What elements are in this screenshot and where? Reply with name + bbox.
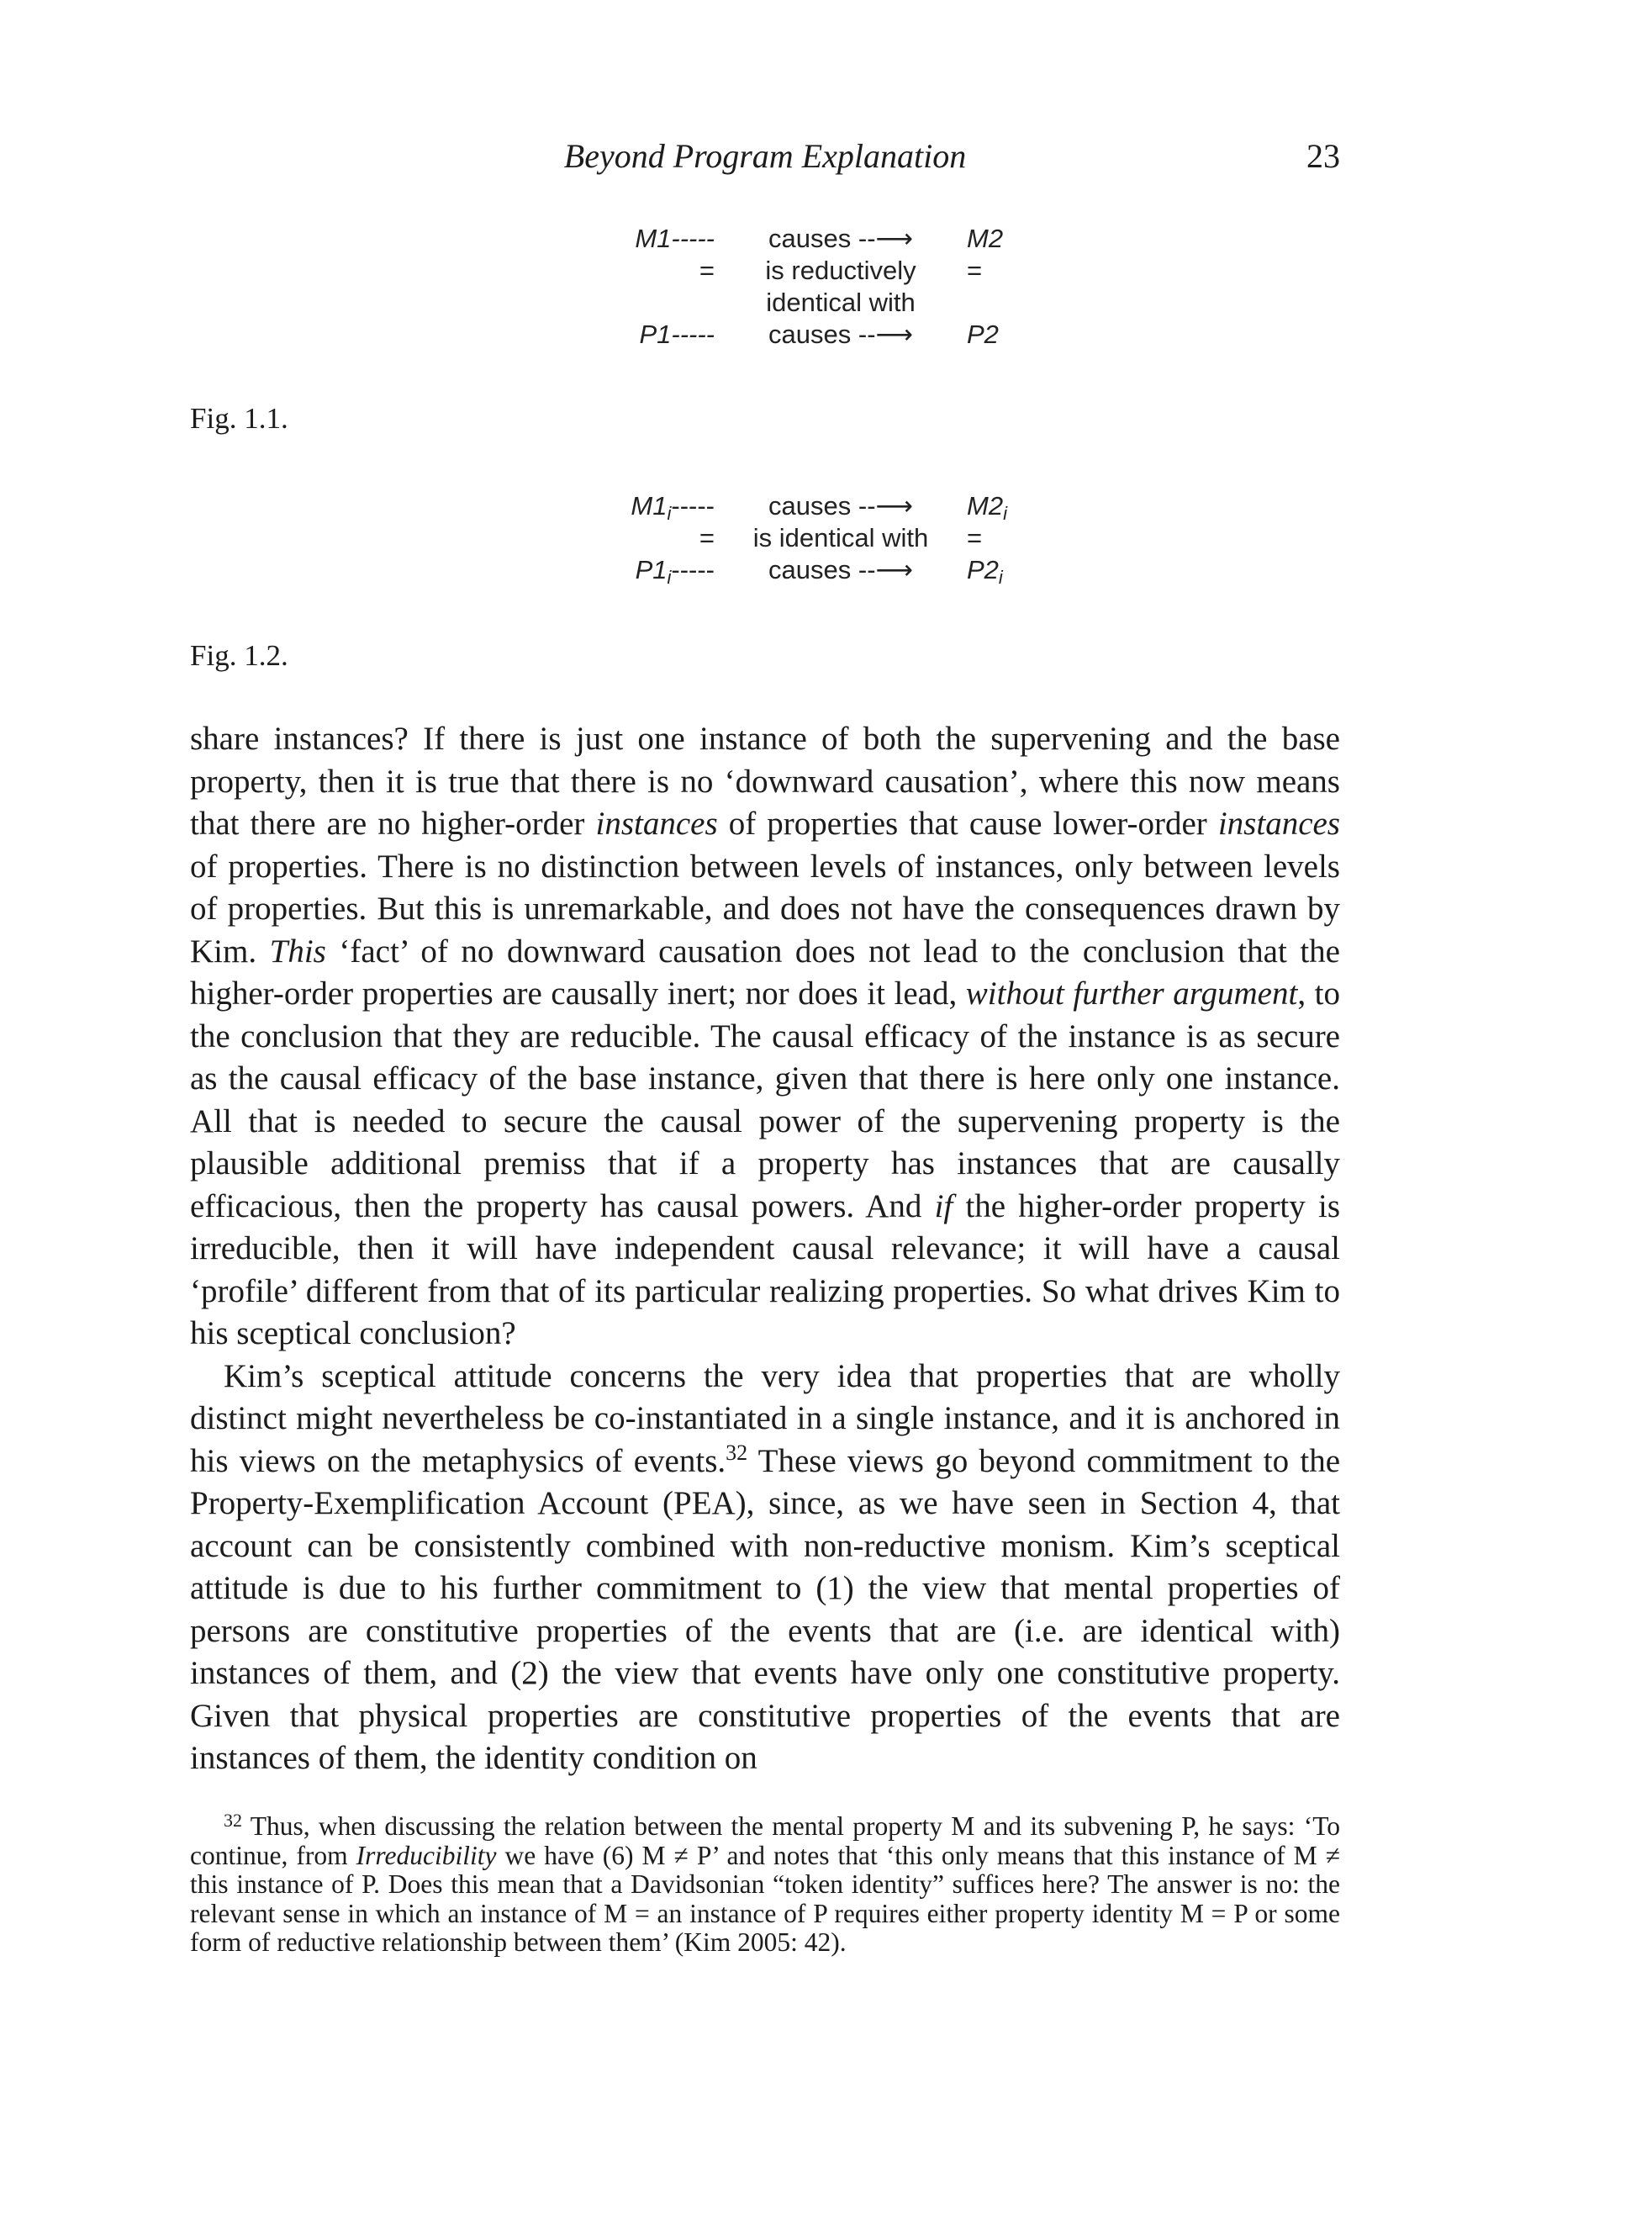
figure-1-row xyxy=(504,287,1177,319)
figure-1-causes-arrow: causes --⟶ xyxy=(768,224,913,253)
figure-2-equals-left: = xyxy=(699,523,715,552)
figure-2-row xyxy=(504,490,1177,522)
figure-1-relation: is reductively xyxy=(765,256,916,285)
figure-1-p1: P1----- xyxy=(639,320,715,349)
footnote-ref-32[interactable]: 32 xyxy=(726,1440,748,1465)
figure-1-p2: P2 xyxy=(967,320,999,349)
footnote-32: $^{32}$ Thus, when discussing the relation between the mental property M and its subvening P, he says: ‘To continue, from Irreducibility we have (6) M ≠ P’ and notes that ‘this only means that this instance of M ≠ this instance of P. Does this mean that a Davidsonian “token identity” suffices here? The answer is no: the relevant sense in which an instance of M = an instance of P requires either property identity M = P or some form of reductive relationship between them’ (Kim 2005: 42). xyxy=(190,1810,1341,1957)
page-number: 23 xyxy=(1306,137,1340,175)
figure-2-m2i: $M2_i$ xyxy=(967,491,1007,524)
figure-1-1-label: Fig. 1.1. xyxy=(190,402,288,435)
figure-2-m1i: $M1_i-----$ xyxy=(631,491,715,524)
figure-1-causes-arrow: causes --⟶ xyxy=(768,320,913,349)
footnote-number: 32 xyxy=(224,1810,242,1831)
figure-1-row xyxy=(504,255,1177,287)
figure-1-blank-left xyxy=(597,287,715,319)
figure-2-p2i: $P2_i$ xyxy=(967,555,1003,588)
figure-1-row xyxy=(504,223,1177,255)
figure-2-causes-arrow: causes --⟶ xyxy=(768,555,913,584)
paragraph-2: Kim’s sceptical attitude concerns the very idea that properties that are wholly distinct might nevertheless be co-instantiated in a single instance, and it is anchored in his views on the metaphysics of events.$^{32}$ These views go beyond commitment to the Property-Exemplification Account (PEA), since, as we have seen in Section 4, that account can be consistently combined with non-reductive monism. Kim’s sceptical attitude is due to his further commitment to (1) the view that mental properties of persons are constitutive properties of the events that are (i.e. are identical with) instances of them, and (2) the view that events have only one constitutive property. Given that physical properties are constitutive properties of the events that are instances of them, the identity condition on xyxy=(190,1357,1341,1776)
running-title: Beyond Program Explanation xyxy=(563,137,967,175)
figure-1-m1: M1----- xyxy=(635,224,715,253)
figure-1-equals-right: = xyxy=(967,256,983,285)
figure-2-row xyxy=(504,554,1177,586)
body-text xyxy=(190,718,1340,1780)
figure-1-relation-cont: identical with xyxy=(766,288,916,317)
running-head xyxy=(190,136,1340,187)
figure-2-p1i: $P1_i-----$ xyxy=(635,555,715,588)
paragraph-1: share instances? If there is just one instance of both the supervening and the base property, then it is true that there is no ‘downward causation’, where this now means that there are no higher-order instances of properties that cause lower-order instances of properties. There is no distinction between levels of instances, only between levels of properties. But this is unremarkable, and does not have the consequences drawn by Kim. This ‘fact’ of no downward causation does not lead to the conclusion that the higher-order properties are causally inert; nor does it lead, without further argument, to the conclusion that they are reducible. The causal efficacy of the instance is as secure as the causal efficacy of the base instance, given that there is here only one instance. All that is needed to secure the causal power of the supervening property is the plausible additional premiss that if a property has instances that are causally efficacious, then the property has causal powers. And if the higher-order property is irreducible, then it will have independent causal relevance; it will have a causal ‘profile’ different from that of its particular realizing properties. So what drives Kim to his sceptical conclusion? xyxy=(190,721,1340,1351)
figure-1-1-diagram xyxy=(504,223,1177,351)
figure-1-row xyxy=(504,319,1177,351)
figure-1-equals-left: = xyxy=(699,256,715,285)
figure-2-causes-arrow: causes --⟶ xyxy=(768,491,913,521)
figure-1-blank-right xyxy=(967,287,1085,319)
figure-1-2-diagram xyxy=(504,490,1177,586)
figure-2-relation: is identical with xyxy=(752,523,929,552)
figure-1-2-label: Fig. 1.2. xyxy=(190,639,288,672)
figure-2-row xyxy=(504,522,1177,554)
figure-1-m2: M2 xyxy=(967,224,1004,253)
figure-2-equals-right: = xyxy=(967,523,983,552)
